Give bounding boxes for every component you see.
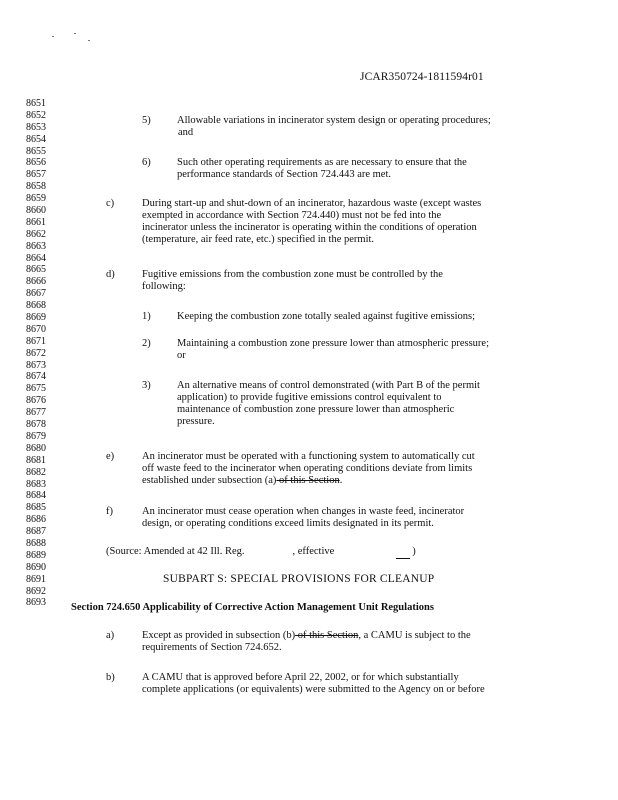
line-number: 8685 <box>26 502 46 514</box>
line-number: 8655 <box>26 145 46 157</box>
item-marker: a) <box>106 630 115 641</box>
item-marker: 6) <box>142 157 151 168</box>
subpart-heading: SUBPART S: SPECIAL PROVISIONS FOR CLEANUP <box>163 573 435 585</box>
line-number: 8659 <box>26 193 46 205</box>
line-number-column <box>26 98 60 609</box>
section-heading: Section 724.650 Applicability of Corrective Action Management Unit Regulations <box>71 602 434 613</box>
item-marker: 1) <box>142 311 151 322</box>
line-number: 8682 <box>26 466 46 478</box>
line-number: 8653 <box>26 121 46 133</box>
item-6-text: Such other operating requirements as are necessary to ensure that the performance standards of Section 724.443 are met. <box>177 157 467 180</box>
line-number: 8673 <box>26 359 46 371</box>
line-number: 8656 <box>26 157 46 169</box>
line-number: 8669 <box>26 312 46 324</box>
item-marker: e) <box>106 451 115 462</box>
line-number: 8692 <box>26 585 46 597</box>
line-number: 8674 <box>26 371 46 383</box>
line-number: 8675 <box>26 383 46 395</box>
line-number: 8689 <box>26 549 46 561</box>
line-number: 8686 <box>26 514 46 526</box>
scan-speck <box>88 40 90 41</box>
line-number: 8654 <box>26 133 46 145</box>
line-number: 8651 <box>26 98 46 109</box>
line-number: 8662 <box>26 228 46 240</box>
line-number: 8661 <box>26 216 46 228</box>
line-number: 8687 <box>26 526 46 538</box>
line-number: 8667 <box>26 288 46 300</box>
line-number: 8680 <box>26 442 46 454</box>
source-note: (Source: Amended at 42 Ill. Reg. , effective ) <box>106 546 416 557</box>
line-number: 8681 <box>26 454 46 466</box>
line-number: 8688 <box>26 537 46 549</box>
item-marker: 2) <box>142 338 151 349</box>
line-number: 8691 <box>26 573 46 585</box>
scan-speck <box>52 36 54 37</box>
document-id: JCAR350724-1811594r01 <box>360 71 484 83</box>
struck-text: of this Section <box>295 630 359 641</box>
item-marker: c) <box>106 198 115 209</box>
item-a-text: Except as provided in subsection (b) of this Section, a CAMU is subject to the requirements of Section 724.652. <box>142 630 471 653</box>
line-number: 8672 <box>26 347 46 359</box>
line-number: 8666 <box>26 276 46 288</box>
line-number: 8657 <box>26 169 46 181</box>
item-f-text: An incinerator must cease operation when changes in waste feed, incinerator design, or operating conditions exceed limits designated in its permit. <box>142 506 465 529</box>
line-number: 8690 <box>26 561 46 573</box>
line-number: 8658 <box>26 181 46 193</box>
item-d1-text: Keeping the combustion zone totally sealed against fugitive emissions; <box>177 311 476 322</box>
line-number: 8684 <box>26 490 46 502</box>
item-d-text: Fugitive emissions from the combustion zone must be controlled by the following: <box>142 269 443 292</box>
line-number: 8660 <box>26 205 46 217</box>
line-number: 8652 <box>26 109 46 121</box>
item-marker: 3) <box>142 380 151 391</box>
struck-text: of this Section <box>276 474 340 486</box>
line-number: 8693 <box>26 597 46 609</box>
line-number: 8664 <box>26 252 46 264</box>
scan-speck <box>74 33 76 34</box>
item-marker: b) <box>106 672 115 683</box>
item-5-text: Allowable variations in incinerator system design or operating procedures; and <box>177 115 491 138</box>
line-number: 8668 <box>26 300 46 312</box>
item-c-text: During start-up and shut-down of an incinerator, hazardous waste (except wastes exempted in accordance with Section 724.440) must not be fed into the incinerator unless the incinerator is operating within the conditions of operation (temperature, air feed rate, etc.) specified in the permit. <box>142 198 482 245</box>
line-number: 8676 <box>26 395 46 407</box>
line-number: 8663 <box>26 240 46 252</box>
item-d2-text: Maintaining a combustion zone pressure lower than atmospheric pressure; or <box>177 338 489 361</box>
blank-underline <box>396 546 410 559</box>
item-b-text: A CAMU that is approved before April 22, 2002, or for which substantially complete applications (or equivalents) were submitted to the Agency on or before <box>142 672 485 695</box>
item-marker: 5) <box>142 115 151 126</box>
line-number: 8683 <box>26 478 46 490</box>
line-number: 8679 <box>26 430 46 442</box>
item-d3-text: An alternative means of control demonstrated (with Part B of the permit application) to provide fugitive emissions control equivalent to maintenance of combustion zone pressure lower than atmospheric pressure. <box>177 380 480 427</box>
line-number: 8678 <box>26 419 46 431</box>
line-number: 8677 <box>26 407 46 419</box>
line-number: 8665 <box>26 264 46 276</box>
item-e-text: An incinerator must be operated with a functioning system to automatically cut off waste feed to the incinerator when operating conditions deviate from limits established under subsection (a) of this Section. <box>142 451 475 486</box>
item-marker: d) <box>106 269 115 280</box>
item-marker: f) <box>106 506 113 517</box>
line-number: 8670 <box>26 323 46 335</box>
line-number: 8671 <box>26 335 46 347</box>
